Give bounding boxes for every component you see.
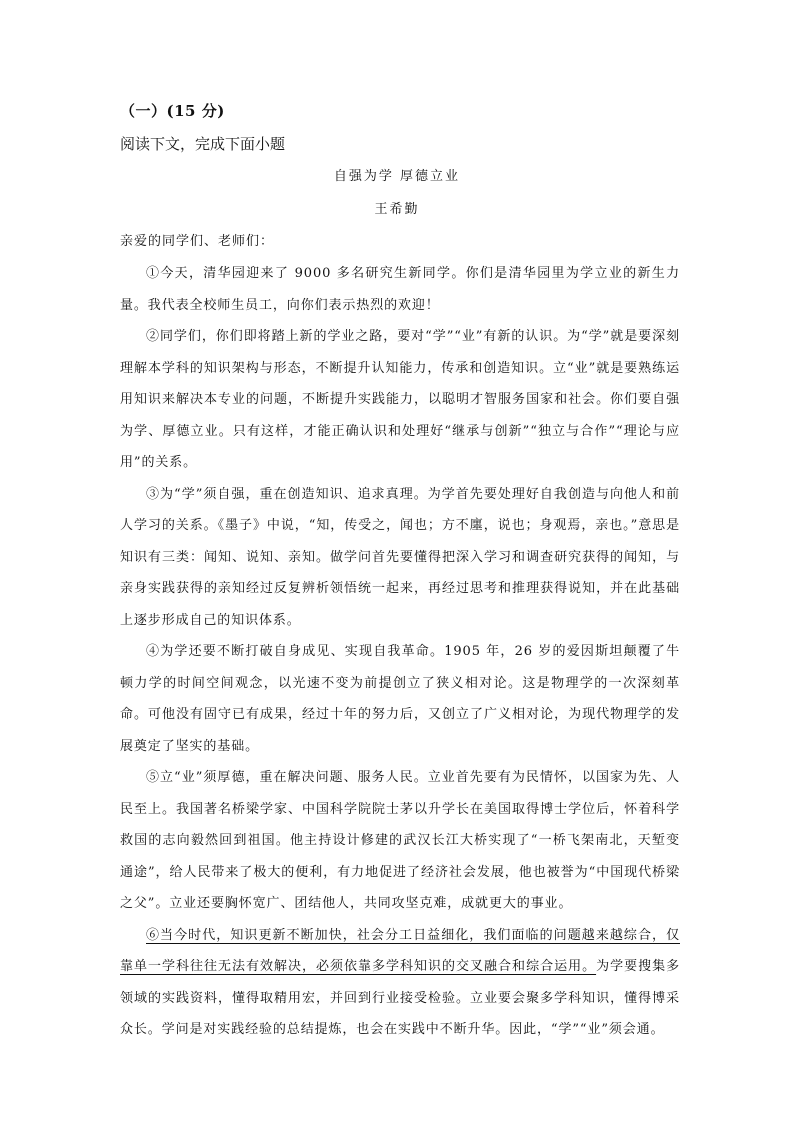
article-author: 王希勤 xyxy=(374,202,420,217)
paragraph-5: ⑤立“业”须厚德，重在解决问题、服务人民。立业首先要有为民情怀，以国家为先、人民至上。我国著名桥梁学家、中国科学院院士茅以升学长在美国取得博士学位后，怀着科学救国的志向毅然回到祖国。他主持设计修建的武汉长江大桥实现了“一桥飞架南北，天堑变通途”，给人民带来了极大的便利，有力地促进了经济社会发展，他也被誉为“中国现代桥梁之父”。立业还要胸怀宽广、团结他人，共同攻坚克难，成就更大的事业。 xyxy=(120,770,680,911)
paragraph-3: ③为“学”须自强，重在创造知识、追求真理。为学首先要处理好自我创造与向他人和前人学习的关系。《墨子》中说，“知，传受之，闻也；方不廛，说也；身观焉，亲也。”意思是知识有三类：闻知、说知、亲知。做学问首先要懂得把深入学习和调查研究获得的闻知，与亲身实践获得的亲知经过反复辨析领悟统一起来，再经过思考和推理获得说知，并在此基础上逐步形成自己的知识体系。 xyxy=(120,486,680,628)
underlined-sentence: ⑥当今时代，知识更新不断加快，社会分工日益细化，我们面临的问题越来越综合，仅靠单一学科往往无法有效解决，必须依靠多学科知识的交叉融合和综合运用。 xyxy=(120,927,680,974)
section-header: （一）(15 分) xyxy=(120,102,225,120)
article-title: 自强为学 厚德立业 xyxy=(333,169,461,184)
paragraph-1: ①今天，清华园迎来了 9000 多名研究生新同学。你们是清华园里为学立业的新生力量。我代表全校师生员工，向你们表示热烈的欢迎！ xyxy=(120,266,680,313)
salutation: 亲爱的同学们、老师们： xyxy=(120,234,275,249)
instruction-text: 阅读下文，完成下面小题 xyxy=(120,135,286,153)
paragraph-6 xyxy=(120,920,680,1046)
paragraph-4: ④为学还要不断打破自身成见、实现自我革命。1905 年，26 岁的爱因斯坦颠覆了牛顿力学的时间空间观念，以光速不变为前提创立了狭义相对论。这是物理学的一次深刻革命。可他没有固守已有成果，经过十年的努力后，又创立了广义相对论，为现代物理学的发展奠定了坚实的基础。 xyxy=(120,644,680,754)
article-body xyxy=(120,258,680,1046)
paragraph-6-rest: 为学要搜集多领域的实践资料，懂得取精用宏，并回到行业接受检验。立业要会聚多学科知识，懂得博采众长。学问是对实践经验的总结提炼，也会在实践中不断升华。因此，“学”“业”须会通。 xyxy=(120,959,680,1037)
paragraph-2: ②同学们，你们即将踏上新的学业之路，要对“学”“业”有新的认识。为“学”就是要深刻理解本学科的知识架构与形态，不断提升认知能力，传承和创造知识。立“业”就是要熟练运用知识来解决本专业的问题，不断提升实践能力，以聪明才智服务国家和社会。你们要自强为学、厚德立业。只有这样，才能正确认识和处理好“继承与创新”“独立与合作”“理论与应用”的关系。 xyxy=(120,329,680,470)
